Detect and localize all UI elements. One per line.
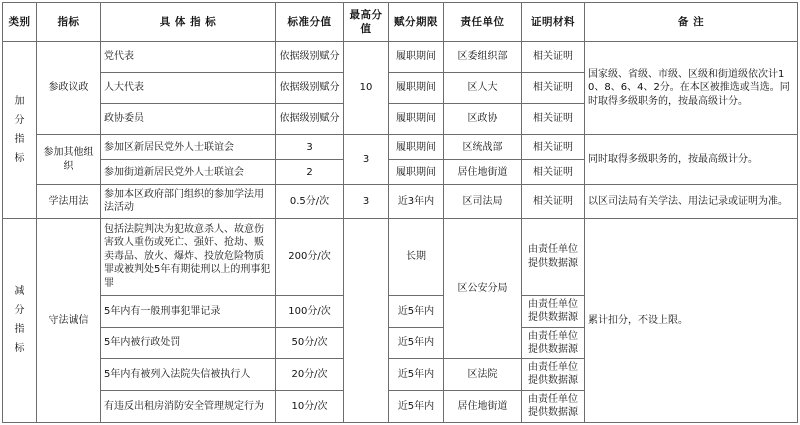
- header-proof: 证明材料: [522, 3, 585, 42]
- period-cell: 履职期间: [389, 160, 444, 185]
- item-cell: 5年内被行政处罚: [101, 328, 276, 359]
- note-cell: 累计扣分，不设上限。: [585, 218, 798, 422]
- period-cell: 履职期间: [389, 104, 444, 135]
- header-period: 赋分期限: [389, 3, 444, 42]
- proof-cell: 由责任单位提供数据源: [522, 218, 585, 295]
- item-cell: 人大代表: [101, 72, 276, 103]
- std-score-cell: 100分/次: [276, 295, 344, 327]
- proof-cell: 由责任单位提供数据源: [522, 359, 585, 390]
- item-cell: 政协委员: [101, 104, 276, 135]
- scoring-table: [2, 2, 798, 423]
- item-cell: 包括法院判决为犯故意杀人、故意伤害致人重伤或死亡、强奸、抢劫、贩卖毒品、放火、爆炸、投放危险物质罪或被判处5年有期徒刑以上的刑事犯罪: [101, 218, 276, 295]
- table-row: [3, 185, 798, 218]
- table-row: [3, 135, 798, 160]
- item-cell: 参加街道新居民党外人士联谊会: [101, 160, 276, 185]
- std-score-cell: 依据级别赋分: [276, 41, 344, 72]
- unit-cell: 区法院: [444, 359, 522, 390]
- proof-cell: 相关证明: [522, 72, 585, 103]
- table-row: [3, 218, 798, 295]
- header-specific: 具 体 指 标: [101, 3, 276, 42]
- unit-cell: 区司法局: [444, 185, 522, 218]
- period-cell: 履职期间: [389, 41, 444, 72]
- period-cell: 近5年内: [389, 390, 444, 422]
- period-cell: 长期: [389, 218, 444, 295]
- proof-cell: 由责任单位提供数据源: [522, 295, 585, 327]
- unit-cell: 区委组织部: [444, 41, 522, 72]
- std-score-cell: 依据级别赋分: [276, 104, 344, 135]
- max-score-cell: 3: [344, 135, 389, 185]
- unit-cell: 居住地街道: [444, 160, 522, 185]
- item-cell: 5年内有一般刑事犯罪记录: [101, 295, 276, 327]
- item-cell: 参加区新居民党外人士联谊会: [101, 135, 276, 160]
- table-row: [3, 41, 798, 72]
- proof-cell: 相关证明: [522, 104, 585, 135]
- header-max-score: 最高分值: [344, 3, 389, 42]
- category-subtract: 减 分 指 标: [3, 218, 37, 422]
- period-cell: 履职期间: [389, 135, 444, 160]
- item-cell: 5年内有被列入法院失信被执行人: [101, 359, 276, 390]
- category-add: 加 分 指 标: [3, 41, 37, 218]
- period-cell: 近5年内: [389, 359, 444, 390]
- note-cell: 以区司法局有关学法、用法记录或证明为准。: [585, 185, 798, 218]
- unit-cell: 居住地街道: [444, 390, 522, 422]
- item-cell: 有违反出租房消防安全管理规定行为: [101, 390, 276, 422]
- max-score-cell: 3: [344, 185, 389, 218]
- proof-cell: 由责任单位提供数据源: [522, 390, 585, 422]
- header-note: 备 注: [585, 3, 798, 42]
- note-cell: 同时取得多级职务的，按最高级计分。: [585, 135, 798, 185]
- indicator-participation: 参政议政: [37, 41, 101, 135]
- std-score-cell: 0.5分/次: [276, 185, 344, 218]
- std-score-cell: 10分/次: [276, 390, 344, 422]
- period-cell: 近5年内: [389, 295, 444, 327]
- std-score-cell: 50分/次: [276, 328, 344, 359]
- proof-cell: 相关证明: [522, 41, 585, 72]
- indicator-law-study: 学法用法: [37, 185, 101, 218]
- proof-cell: 相关证明: [522, 160, 585, 185]
- unit-cell: 区公安分局: [444, 218, 522, 359]
- header-std-score: 标准分值: [276, 3, 344, 42]
- proof-cell: 相关证明: [522, 135, 585, 160]
- period-cell: 近5年内: [389, 328, 444, 359]
- std-score-cell: 2: [276, 160, 344, 185]
- header-unit: 责任单位: [444, 3, 522, 42]
- period-cell: 履职期间: [389, 72, 444, 103]
- note-cell: 国家级、省级、市级、区级和街道级依次计10、8、6、4、2分。在本区被推选或当选。同时取得多级职务的，按最高级计分。: [585, 41, 798, 135]
- std-score-cell: 200分/次: [276, 218, 344, 295]
- proof-cell: 相关证明: [522, 185, 585, 218]
- unit-cell: 区人大: [444, 72, 522, 103]
- std-score-cell: 3: [276, 135, 344, 160]
- unit-cell: 区政协: [444, 104, 522, 135]
- indicator-law-integrity: 守法诚信: [37, 218, 101, 422]
- item-cell: 参加本区政府部门组织的参加学法用法活动: [101, 185, 276, 218]
- std-score-cell: 20分/次: [276, 359, 344, 390]
- max-score-cell: 10: [344, 41, 389, 135]
- std-score-cell: 依据级别赋分: [276, 72, 344, 103]
- unit-cell: 区统战部: [444, 135, 522, 160]
- max-score-cell: [344, 218, 389, 422]
- header-indicator: 指标: [37, 3, 101, 42]
- item-cell: 党代表: [101, 41, 276, 72]
- proof-cell: 由责任单位提供数据源: [522, 328, 585, 359]
- indicator-other-orgs: 参加其他组织: [37, 135, 101, 185]
- header-category: 类别: [3, 3, 37, 42]
- header-row: [3, 3, 798, 42]
- period-cell: 近3年内: [389, 185, 444, 218]
